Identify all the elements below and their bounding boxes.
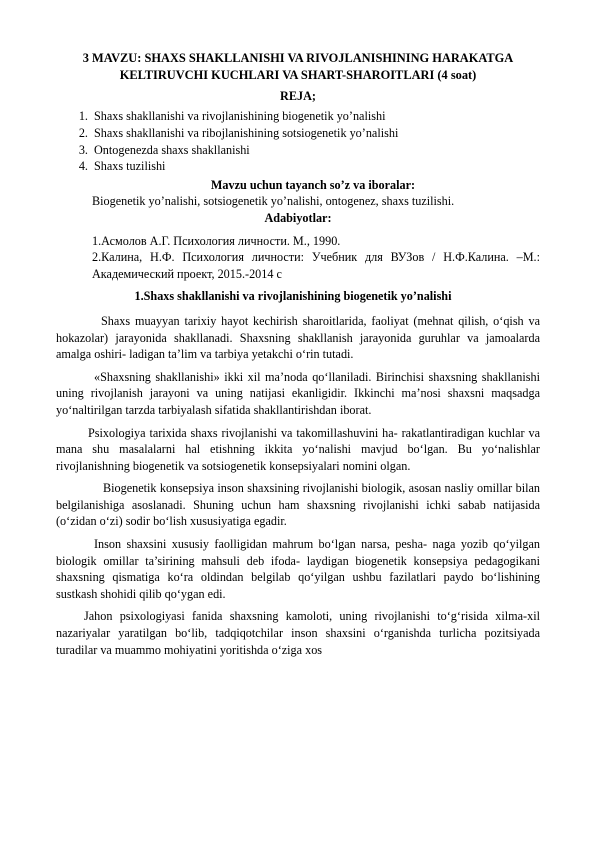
literature-heading: Adabiyotlar: [264,210,332,225]
plan-heading: REJA; [280,88,316,103]
plan-item: 3. Ontogenezda shaxs shakllanishi [91,142,540,159]
body-paragraph: «Shaxsning shakllanishi» ikki xil ma’noda qo‘llaniladi. Birinchisi shaxsning shakllanishi uning rivojlanish jarayoni va uning natijasi ekanligidir. Ikkinchi ma’nosi shaxsni maqsadga yo‘naltirilgan tarzda tarbiyalash sifatida shakllantirishdan iborat. [56,369,540,417]
literature-list [56,233,540,283]
body-paragraph: Psixologiya tarixida shaxs rivojlanishi va takomillashuvini ha- rakatlantiradigan kuchlar va mana shu masalalarni hal etishning ikkita yo‘nalishi mavjud bo‘lgan. Bu yo‘nalishlar rivojlanishning biogenetik va sotsiogenetik konsepsiyalari nomini olgan. [56,425,540,473]
plan-item: 4. Shaxs tuzilishi [91,158,540,175]
body-paragraph: Shaxs muayyan tarixiy hayot kechirish sharoitlarida, faoliyat (mehnat qilish, o‘qish va hokazolar) jarayonida shakllanadi. Shaxsning shakllanish jarayonida guruhlar va jamoalarda amalga oshiri- ladigan ta’lim va tarbiya yetakchi o‘rin tutadi. [56,313,540,362]
plan-item: 2. Shaxs shakllanishi va ribojlanishining sotsiogenetik yo’nalishi [91,125,540,142]
literature-item: 1.Асмолов А.Г. Психология личности. М., 1990. [92,233,341,248]
keywords-heading: Mavzu uchun tayanch so’z va iboralar: [210,177,416,192]
section-heading: 1.Shaxs shakllanishi va rivojlanishining biogenetik yo’nalishi [134,289,452,304]
body-paragraph: Biogenetik konsepsiya inson shaxsining rivojlanishi biologik, asosan nasliy omillar bilan belgilanishiga asoslanadi. Shuning uchun ham shaxsning rivojlanishi ichki sabab natijasida (o‘zidan o‘zi) sodir bo‘lish xususiyatiga egadir. [56,481,540,529]
plan-list [56,108,540,174]
literature-item: 2.Калина, Н.Ф. Психология личности: Учебник для ВУЗов / Н.Ф.Калина. –М.: Академический проект, 2015.-2014 с [92,250,540,281]
page-title: 3 MAVZU: SHAXS SHAKLLANISHI VA RIVOJLANISHINING HARAKATGA KELTIRUVCHI KUCHLARI VA SHART-SHAROITLARI (4 soat) [82,51,514,83]
plan-item: 1. Shaxs shakllanishi va rivojlanishining biogenetik yo’nalishi [91,108,540,125]
body-paragraph: Inson shaxsini xususiy faolligidan mahrum bo‘lgan narsa, pesha- naga yozib qo‘yilgan biologik omillar ta’sirining mahsuli deb ifoda- laydigan biogenetik konsepsiya pedagogikani shaxsning qismatiga ko‘ra oldindan belgilab qo‘yilgan ushbu fazilatlari paydo bo‘lishining sustkash shohidi qilib qo‘ygan edi. [56,537,540,601]
body-paragraph: Jahon psixologiyasi fanida shaxsning kamoloti, uning rivojlanishi to‘g‘risida xilma-xil nazariyalar yaratilgan bo‘lib, tadqiqotchilar inson shaxsini o‘rganishda turlicha pozitsiyada turadilar va muammo mohiyatini yoritishda o‘ziga xos [56,609,540,657]
keywords-text: Biogenetik yo’nalishi, sotsiogenetik yo’nalishi, ontogenez, shaxs tuzilishi. [92,194,455,209]
